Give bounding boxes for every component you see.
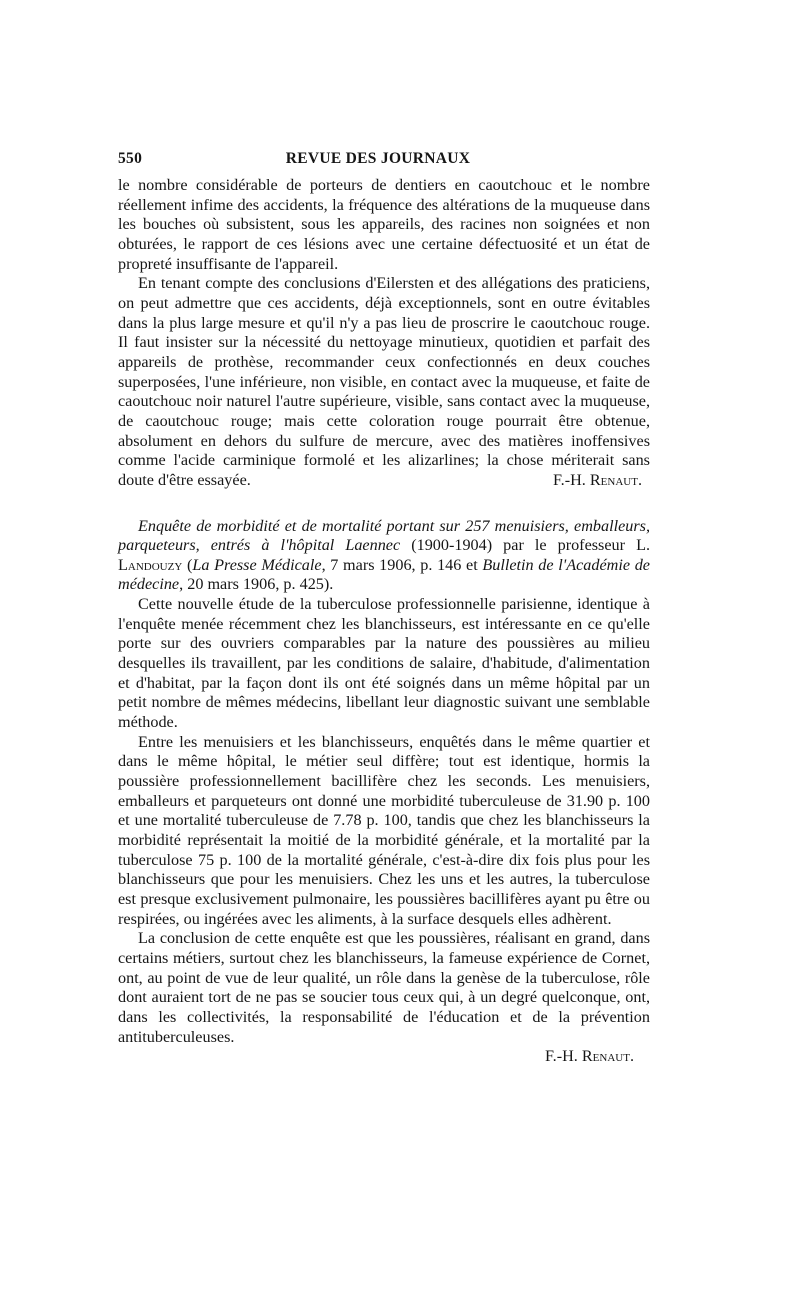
signature-name: Renaut.	[589, 470, 642, 489]
section-gap	[118, 491, 650, 517]
running-head: REVUE DES JOURNAUX	[285, 150, 471, 167]
body-text	[118, 176, 650, 1067]
article2-title-dates: (1900-1904) par le professeur L.	[400, 536, 651, 555]
reference-1: , 7 mars 1906, p. 146 et	[321, 555, 483, 574]
article2-paragraph-1: Cette nouvelle étude de la tuberculose professionnelle parisienne, identique à l'enquête menée récemment chez les blanchisseurs, est intéressante en ce qu'elle porte sur des ouvriers comparables par la nature des poussières au milieu desquelles ils travaillent, par les conditions de salaire, d'habitude, d'alimentation et d'habitat, par la façon dont ils ont été soignés dans un même hôpital par un petit nombre de mêmes médecins, libellant leur diagnostic suivant une semblable méthode.	[118, 595, 650, 732]
article2-author: Landouzy	[118, 555, 183, 574]
article2-signature	[118, 1047, 650, 1067]
article2-paragraph-3: La conclusion de cette enquête est que les poussières, réalisant en grand, dans certains métiers, surtout chez les blanchisseurs, la fameuse expérience de Cornet, ont, au point de vue de leur qualité, un rôle dans la genèse de la tuberculose, rôle dont auraient tort de ne pas se soucier tous ceux qui, à un degré quelconque, ont, dans les collectivités, la responsabilité de l'éducation et de la prévention antituberculeuses.	[118, 929, 650, 1046]
source-open: (	[182, 555, 193, 574]
article2-heading	[118, 517, 650, 596]
article2-paragraph-2: Entre les menuisiers et les blanchisseurs, enquêtés dans le même quartier et dans le même hôpital, le métier seul diffère; tout est identique, hormis la poussière professionnellement bacillifère chez les seconds. Les menuisiers, emballeurs et parqueteurs ont donné une morbidité tuberculeuse de 31.90 p. 100 et une mortalité tuberculeuse de 7.78 p. 100, tandis que chez les blanchisseurs la morbidité représentait la moitié de la morbidité générale, et la mortalité par la tuberculose 75 p. 100 de la mortalité générale, c'est-à-dire dix fois plus pour les blanchisseurs que pour les menuisiers. Chez les uns et les autres, la tuberculose est presque exclusivement pulmonaire, les poussières bacillifères ayant pu être ou respirées, ou ingérées avec les aliments, à la surface desquels elles adhèrent.	[118, 732, 650, 928]
page-header	[118, 146, 638, 168]
page-number: 550	[118, 150, 143, 167]
journal-presse-medicale: La Presse Médicale	[192, 555, 322, 574]
article1-paragraph-1: le nombre considérable de porteurs de dentiers en caoutchouc et le nombre réellement infime des accidents, la fréquence des altérations de la muqueuse dans les bouches où subsistent, sous les appareils, des racines non soignées et non obturées, le rapport de ces lésions avec une certaine défectuosité et un état de propreté insuffisante de l'appareil.	[118, 176, 650, 273]
article2-title: Enquête de morbidité et de mortalité portant sur 257 menuisiers, emballeurs, parqueteurs, entrés à l'hôpital Laennec	[118, 516, 650, 555]
reference-2: , 20 mars 1906, p. 425).	[179, 575, 334, 594]
signature-initials: F.-H.	[552, 470, 586, 489]
signature-name: Renaut.	[581, 1047, 634, 1066]
signature-initials: F.-H.	[544, 1047, 578, 1066]
article1-paragraph-2: En tenant compte des conclusions d'Eilersten et des allégations des praticiens, on peut admettre que ces accidents, déjà exceptionnels, sont en outre évitables dans la plus large mesure et qu'il n'y a pas lieu de proscrire le caoutchouc rouge. Il faut insister sur la nécessité du nettoyage minutieux, quotidien et parfait des appareils de prothèse, recommander ceux confectionnés en deux couches superposées, l'une inférieure, non visible, en contact avec la muqueuse, et faite de caoutchouc noir naturel l'autre supérieure, visible, sans contact avec la muqueuse, de caoutchouc rouge; mais cette coloration rouge pourrait être obtenue, absolument en dehors du sulfure de mercure, avec des matières inoffensives comme l'acide carminique formolé et les alizarlines; la chose mériterait sans doute d'être essayée.	[118, 274, 650, 489]
journal-bulletin-academie: Bulletin de l'Académie de médecine	[118, 555, 650, 594]
